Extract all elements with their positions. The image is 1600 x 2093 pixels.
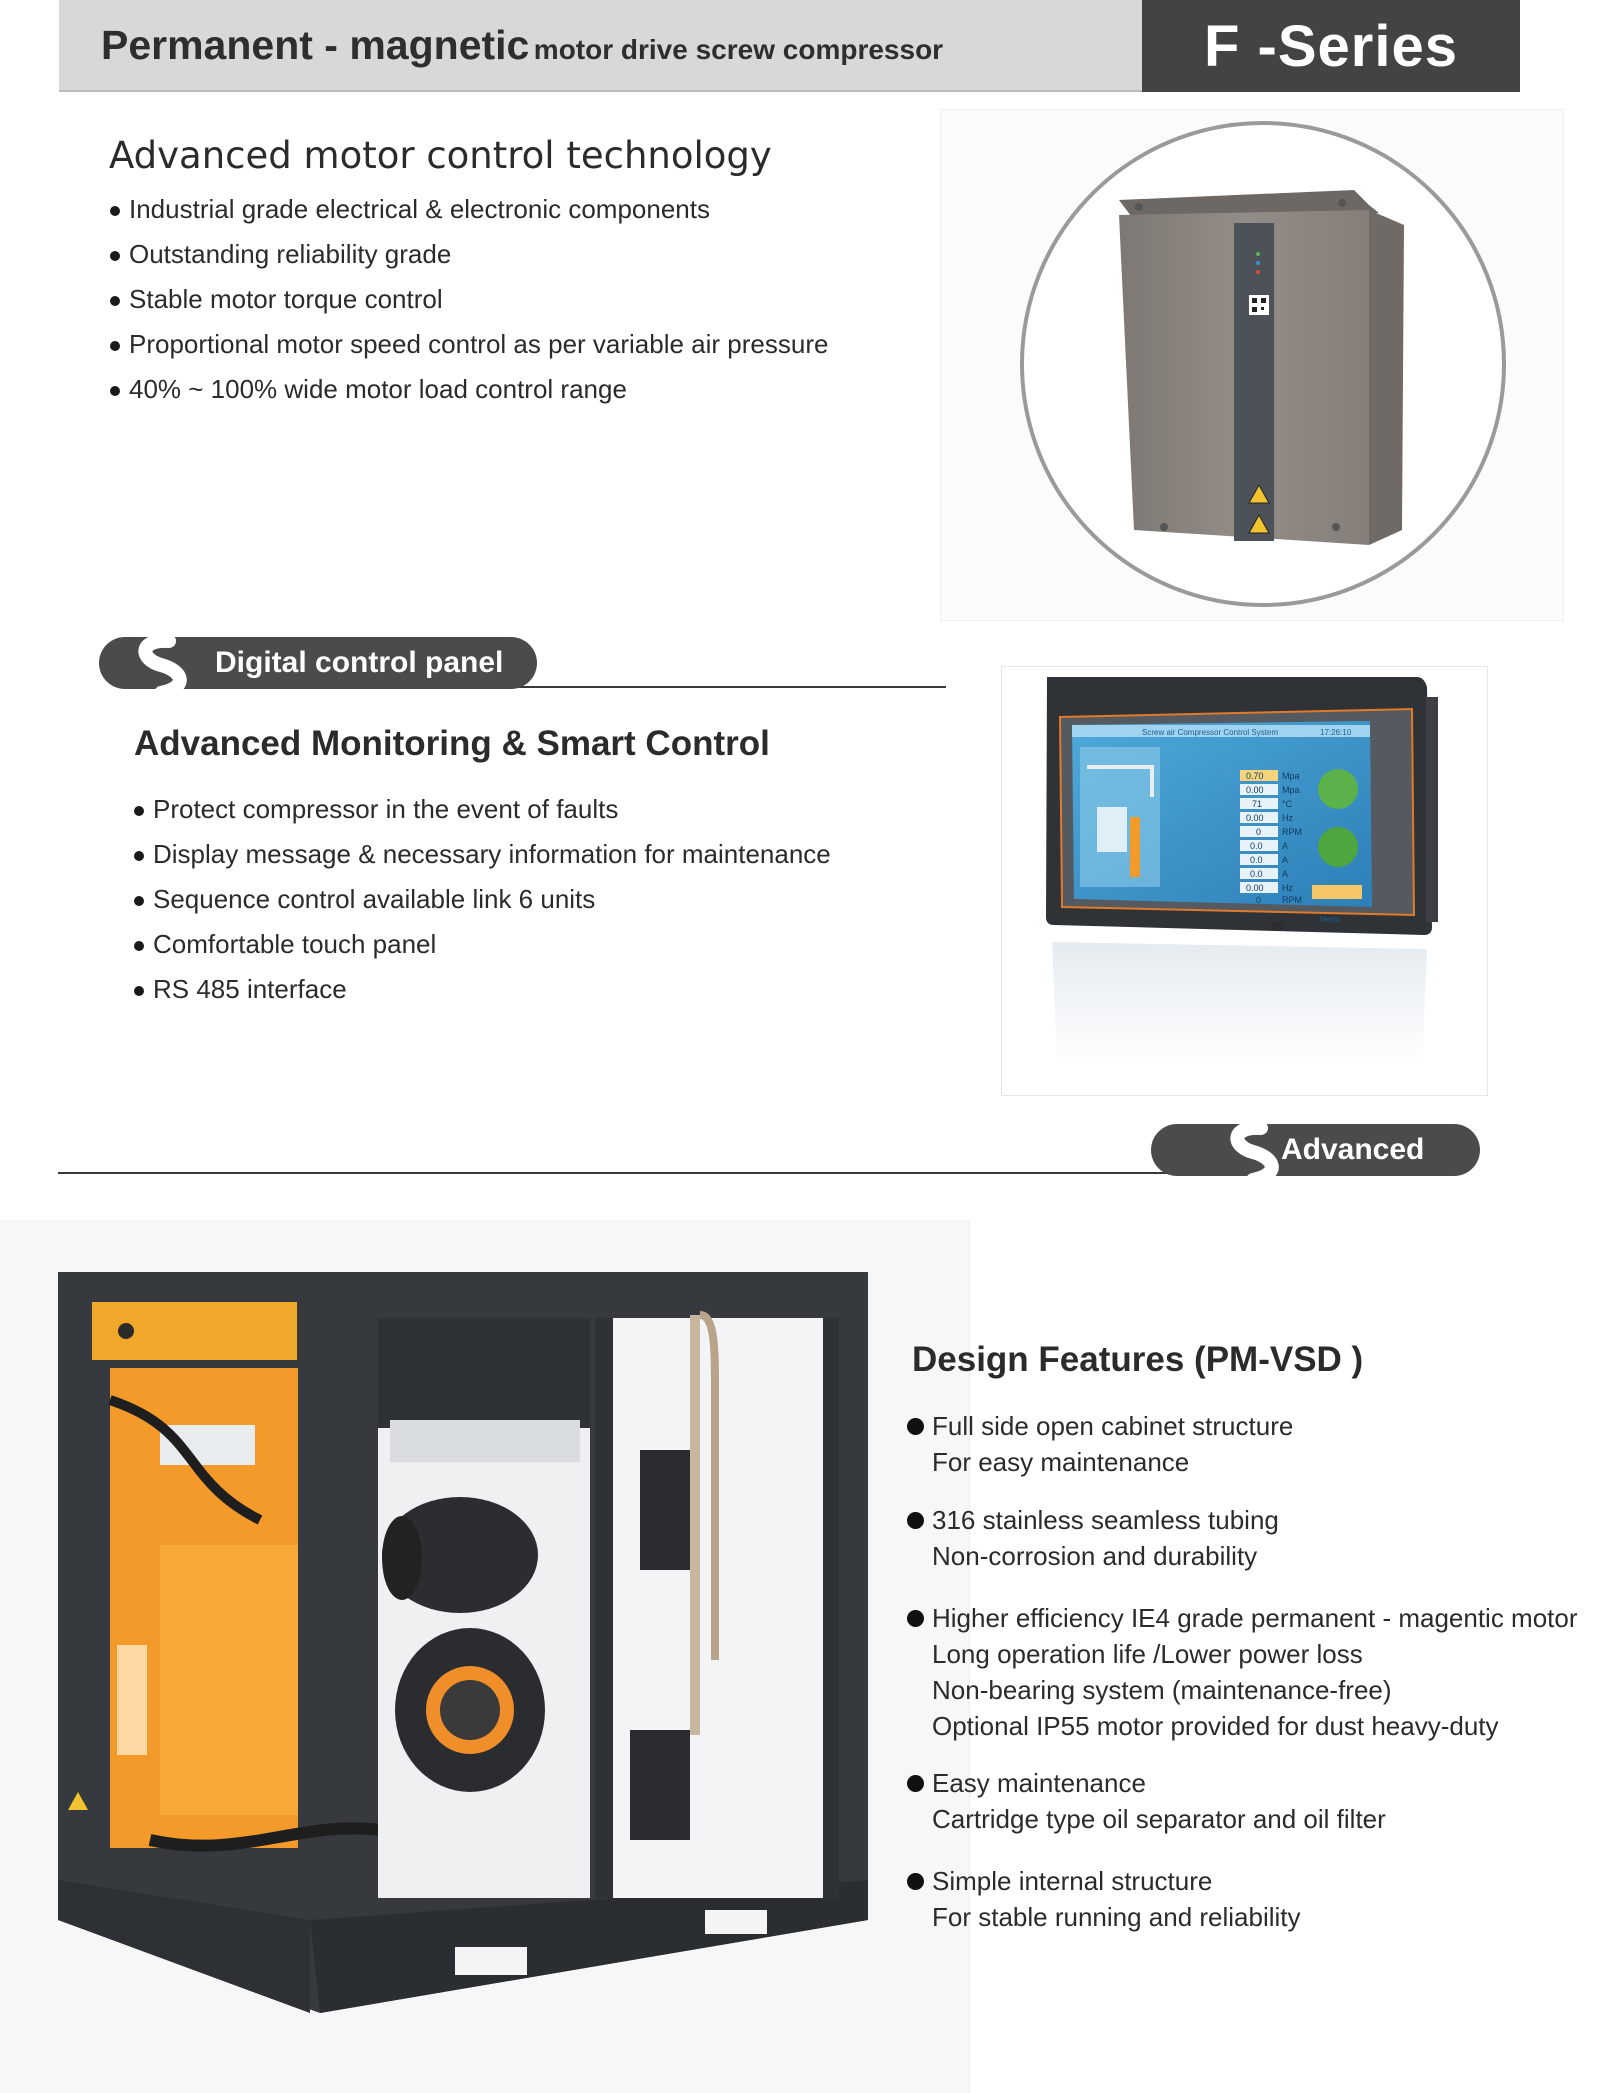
compressor-photo <box>0 1220 970 2093</box>
screen-value: 0.70 <box>1246 771 1264 781</box>
feature-line: Non-corrosion and durability <box>932 1541 1258 1571</box>
drive-photo <box>1020 121 1506 607</box>
touch-panel-image <box>1002 667 1489 1097</box>
screen-time: 17:26:10 <box>1320 728 1352 737</box>
screen-value: 0.0 <box>1250 855 1263 865</box>
section-label-digital-control <box>99 637 537 689</box>
monitoring-list <box>132 787 831 1012</box>
screen-value: 0.0 <box>1250 841 1263 851</box>
feature-line: Higher efficiency IE4 grade permanent - magentic motor <box>932 1603 1578 1633</box>
screen-footer-value: 0S <box>1272 921 1284 931</box>
feature-line: Full side open cabinet structure <box>932 1411 1294 1441</box>
screen-title: Screw air Compressor Control System <box>1142 728 1279 737</box>
list-item: Protect compressor in the event of faults <box>132 787 831 832</box>
screen-unit: Hz <box>1282 813 1293 823</box>
header-bar <box>59 0 1142 92</box>
page-title <box>101 22 943 69</box>
feature-line: For easy maintenance <box>932 1447 1190 1477</box>
screen-value: 0 <box>1256 827 1262 837</box>
screen-unit: Mpa <box>1282 771 1300 781</box>
motor-control-heading: Advanced motor control technology <box>109 134 772 177</box>
series-badge: F -Series <box>1142 0 1520 92</box>
list-item: 40% ~ 100% wide motor load control range <box>108 367 828 412</box>
list-item: Proportional motor speed control as per variable air pressure <box>108 322 828 367</box>
page-title-sub: motor drive screw compressor <box>533 34 944 65</box>
feature-item <box>904 1600 1578 1744</box>
page-title-main: Permanent - magnetic <box>101 22 530 68</box>
feature-line: Simple internal structure <box>932 1866 1213 1896</box>
screen-unit: A <box>1282 841 1289 851</box>
control-panel-photo <box>1001 666 1488 1096</box>
screen-value: 71 <box>1252 799 1263 809</box>
feature-item <box>904 1502 1279 1574</box>
screen-value: 0.00 <box>1246 813 1264 823</box>
list-item: Industrial grade electrical & electronic components <box>108 187 828 232</box>
section-label-advanced <box>1151 1124 1480 1176</box>
list-item: Comfortable touch panel <box>132 922 831 967</box>
section-label-text: Advanced <box>1281 1133 1425 1166</box>
screen-value: 0.00 <box>1246 785 1264 795</box>
monitoring-heading: Advanced Monitoring & Smart Control <box>134 724 770 763</box>
s-swoosh-icon <box>99 637 209 697</box>
motor-control-list <box>108 187 828 412</box>
list-item: RS 485 interface <box>132 967 831 1012</box>
section-label-text: Digital control panel <box>215 646 504 679</box>
feature-line: Easy maintenance <box>932 1768 1146 1798</box>
screen-unit: Mpa <box>1282 785 1300 795</box>
feature-item <box>904 1765 1386 1837</box>
screen-start-button <box>1318 769 1358 809</box>
feature-item <box>904 1408 1293 1480</box>
list-item: Outstanding reliability grade <box>108 232 828 277</box>
screen-value: 0.00 <box>1246 883 1264 893</box>
feature-line: Non-bearing system (maintenance-free) <box>932 1675 1392 1705</box>
screen-unit: RPM <box>1282 827 1302 837</box>
screen-unit: Hz <box>1282 883 1293 893</box>
feature-item <box>904 1863 1301 1935</box>
design-features-heading: Design Features (PM-VSD ) <box>912 1340 1364 1379</box>
feature-line: Long operation life /Lower power loss <box>932 1639 1363 1669</box>
feature-line: 316 stainless seamless tubing <box>932 1505 1279 1535</box>
screen-unit: A <box>1282 855 1289 865</box>
screen-value: 0.0 <box>1250 869 1263 879</box>
screen-menu: Menu <box>1320 915 1341 924</box>
screen-stop-button <box>1318 827 1358 867</box>
feature-line: For stable running and reliability <box>932 1902 1301 1932</box>
list-item: Display message & necessary information for maintenance <box>132 832 831 877</box>
compressor-image <box>0 1220 970 2093</box>
section-divider <box>58 1172 1178 1174</box>
vfd-drive-image <box>1024 125 1506 607</box>
feature-line: Cartridge type oil separator and oil filter <box>932 1804 1386 1834</box>
list-item: Sequence control available link 6 units <box>132 877 831 922</box>
feature-line: Optional IP55 motor provided for dust heavy-duty <box>932 1711 1499 1741</box>
screen-value: 0 <box>1256 895 1262 905</box>
screen-unit: A <box>1282 869 1289 879</box>
screen-unit: RPM <box>1282 895 1302 905</box>
screen-unit: °C <box>1282 799 1293 809</box>
list-item: Stable motor torque control <box>108 277 828 322</box>
